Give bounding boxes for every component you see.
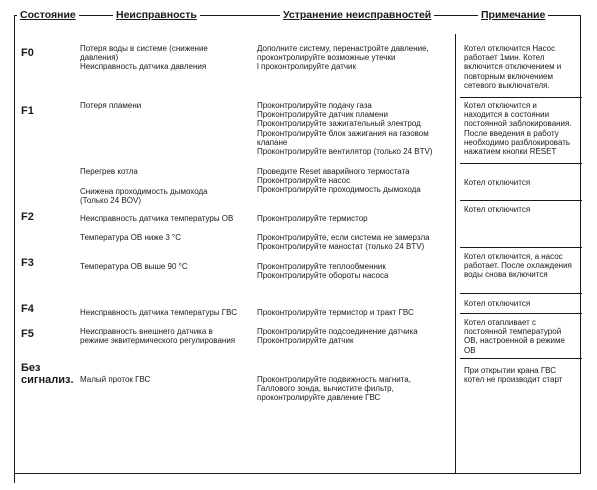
code-f2: F2 [21,211,34,223]
note-divider-f5 [460,358,582,359]
code-f1: F1 [21,105,34,117]
note-no-signal: При открытии крана ГВС котел не производит старт [464,366,563,385]
fix-f1: Проконтролируйте подачу газа Проконтролируйте датчик пламени Проконтролируйте зажигательный электрод Проконтролируйте блок зажигания на газовом клапане Проконтролируйте вентилятор (только 24 BTV) [257,101,433,157]
fault-f2: Неисправность датчика температуры ОВ [80,214,234,223]
header-fix: Устранение неисправностей [280,9,434,21]
note-divider-overheat [460,200,582,201]
fix-f3: Проконтролируйте теплообменник Проконтролируйте обороты насоса [257,262,389,281]
header-note: Примечание [478,9,548,21]
note-f1: Котел отключится и находится в состоянии постоянной заблокирования. После введения в работу необходимо разблокировать нажатием кнопки RESET [464,101,572,157]
fault-f1: Потеря пламени [80,101,142,110]
note-divider-f1 [460,163,582,164]
fix-low-temp: Проконтролируйте, если система не замерзла Проконтролируйте маностат (только 24 BTV) [257,233,430,252]
fault-flue: Снижена проходимость дымохода (Только 24 BOV) [80,187,208,206]
fix-overheat: Проведите Reset аварийного термостата Проконтролируйте насос Проконтролируйте проходимость дымохода [257,167,421,195]
note-divider-f0 [460,97,582,98]
fix-no-signal: Проконтролируйте подвижность магнита, Галлового зонда, вычистите фильтр, проконтролируйте давление ГВС [257,375,411,403]
note-f5: Котел отапливает с постоянной температурой ОВ, настроенной в режиме ОВ [464,318,565,355]
fault-f3: Температура ОВ выше 90 °С [80,262,188,271]
note-divider-f4 [460,313,582,314]
note-overheat: Котел отключится [464,178,531,187]
frame-left-line [14,15,15,483]
note-f2: Котел отключится [464,205,531,214]
fault-no-signal: Малый проток ГВС [80,375,151,384]
code-f3: F3 [21,257,34,269]
code-f0: F0 [21,47,34,59]
fault-f5: Неисправность внешнего датчика в режиме эквитермического регулирования [80,327,236,346]
note-divider-f2 [460,247,582,248]
frame-bottom-line [14,473,581,474]
fault-overheat: Перегрев котла [80,167,138,176]
fault-low-temp: Температура ОВ ниже 3 °С [80,233,182,242]
fix-f2: Проконтролируйте термистор [257,214,368,223]
code-no-signal: Без сигнализ. [21,362,74,386]
note-divider-f3 [460,293,582,294]
header-fault: Неисправность [113,9,200,21]
fault-f0: Потеря воды в системе (снижение давления) Неисправность датчика давления [80,44,208,72]
note-column-separator [455,34,456,473]
header-state: Состояние [17,9,79,21]
fix-f0: Дополните систему, перенастройте давление, проконтролируйте возможные утечки l проконтролируйте датчик [257,44,429,72]
fault-f4: Неисправность датчика температуры ГВС [80,308,237,317]
code-f4: F4 [21,303,34,315]
note-f4: Котел отключится [464,299,531,308]
fix-f5: Проконтролируйте подсоединение датчика Проконтролируйте датчик [257,327,418,346]
fix-f4: Проконтролируйте термистор и тракт ГВС [257,308,414,317]
note-f3: Котел отключится, а насос работает. После охлаждения воды снова включится [464,252,572,280]
note-f0: Котел отключится Насос работает 1мин. Котел включится отключением и повторным включением сетевого выключателя. [464,44,562,90]
code-f5: F5 [21,328,34,340]
